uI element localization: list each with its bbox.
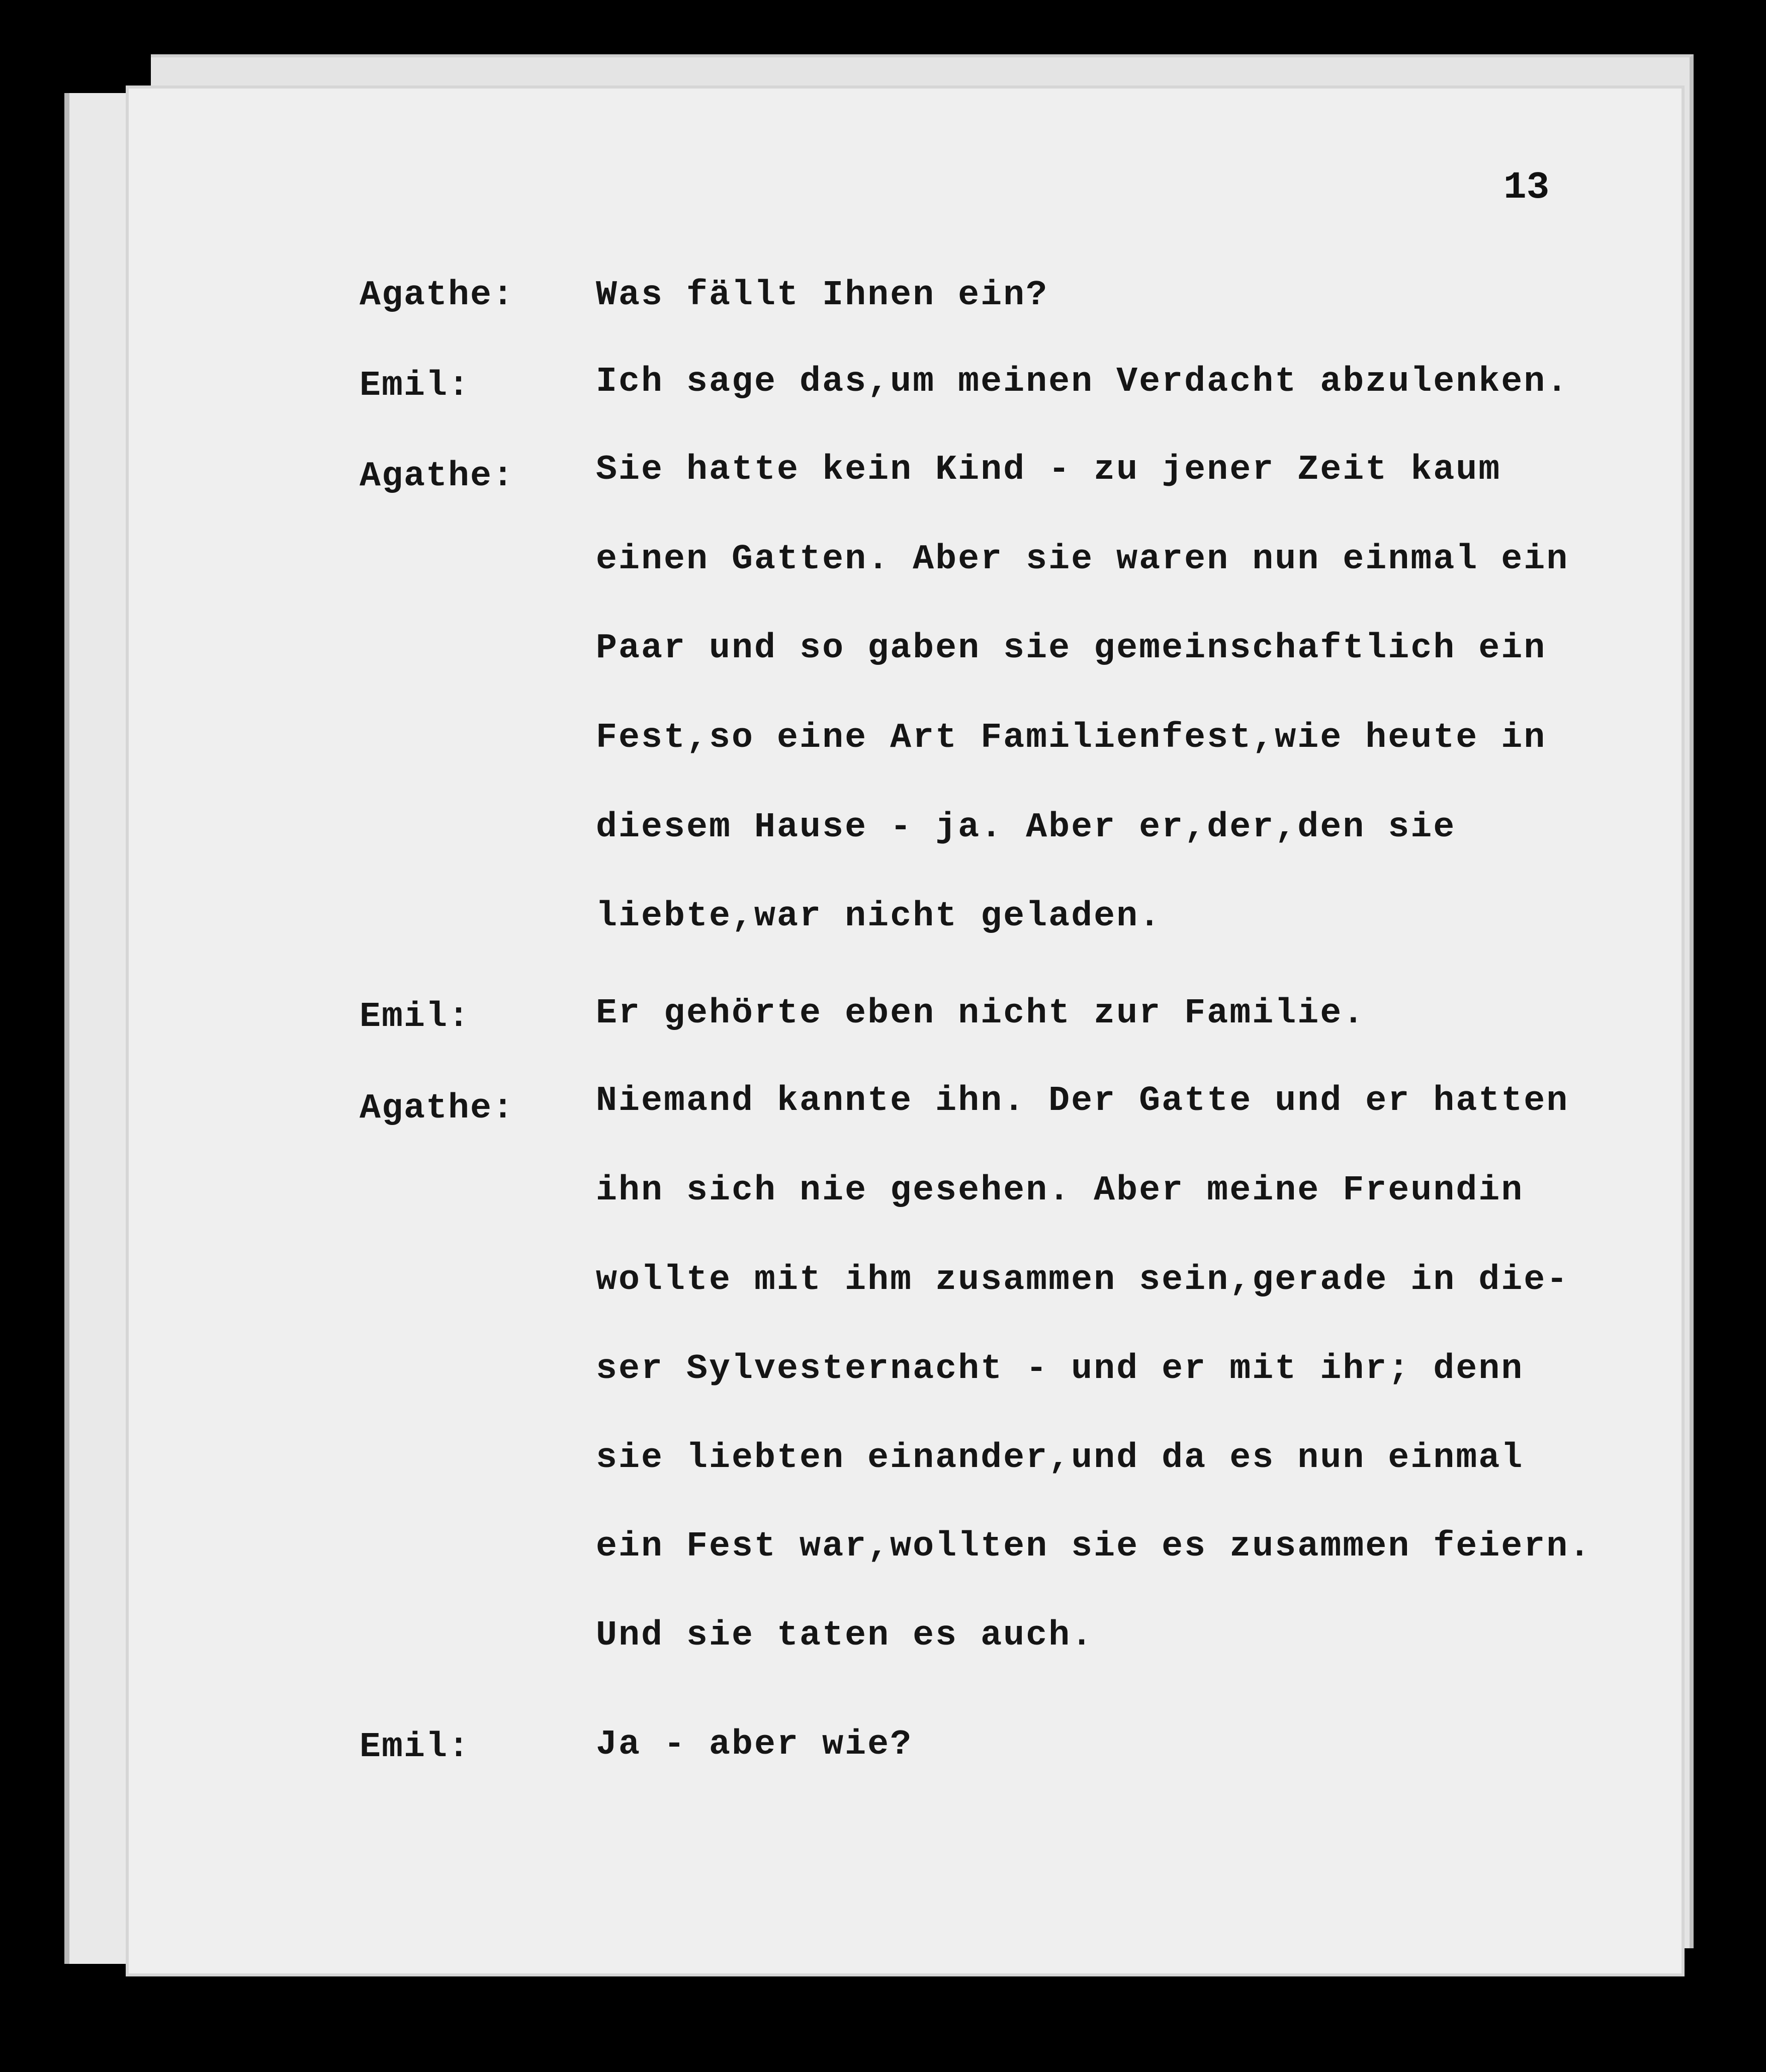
speaker-label: Agathe: xyxy=(360,276,515,315)
speaker-label: Emil: xyxy=(360,366,471,406)
speaker-label: Agathe: xyxy=(360,457,515,496)
dialogue-line: Was fällt Ihnen ein? xyxy=(596,276,1049,315)
dialogue-line: sie liebten einander,und da es nun einmal xyxy=(596,1438,1524,1478)
dialogue-line: diesem Hause - ja. Aber er,der,den sie xyxy=(596,808,1456,847)
dialogue-line: Ja - aber wie? xyxy=(596,1725,913,1765)
dialogue-line: liebte,war nicht geladen. xyxy=(596,897,1162,936)
dialogue-line: Fest,so eine Art Familienfest,wie heute in xyxy=(596,718,1547,758)
dialogue-line: Sie hatte kein Kind - zu jener Zeit kaum xyxy=(596,450,1502,490)
dialogue-line: Niemand kannte ihn. Der Gatte und er hatten xyxy=(596,1081,1569,1121)
speaker-label: Emil: xyxy=(360,1728,471,1767)
dialogue-line: Ich sage das,um meinen Verdacht abzulenken. xyxy=(596,362,1569,402)
dialogue-line: Und sie taten es auch. xyxy=(596,1616,1094,1656)
speaker-label: Emil: xyxy=(360,997,471,1037)
binding-edge xyxy=(64,93,133,1964)
dialogue-line: ser Sylvesternacht - und er mit ihr; denn xyxy=(596,1349,1524,1389)
dialogue-line: ein Fest war,wollten sie es zusammen feiern. xyxy=(596,1527,1592,1567)
speaker-label: Agathe: xyxy=(360,1089,515,1129)
dialogue-line: ihn sich nie gesehen. Aber meine Freundin xyxy=(596,1171,1524,1211)
dialogue-line: Paar und so gaben sie gemeinschaftlich ein xyxy=(596,629,1547,668)
dialogue-line: Er gehörte eben nicht zur Familie. xyxy=(596,994,1366,1033)
page-number: 13 xyxy=(1504,166,1550,209)
dialogue-line: wollte mit ihm zusammen sein,gerade in die- xyxy=(596,1260,1569,1300)
dialogue-line: einen Gatten. Aber sie waren nun einmal ein xyxy=(596,540,1569,579)
